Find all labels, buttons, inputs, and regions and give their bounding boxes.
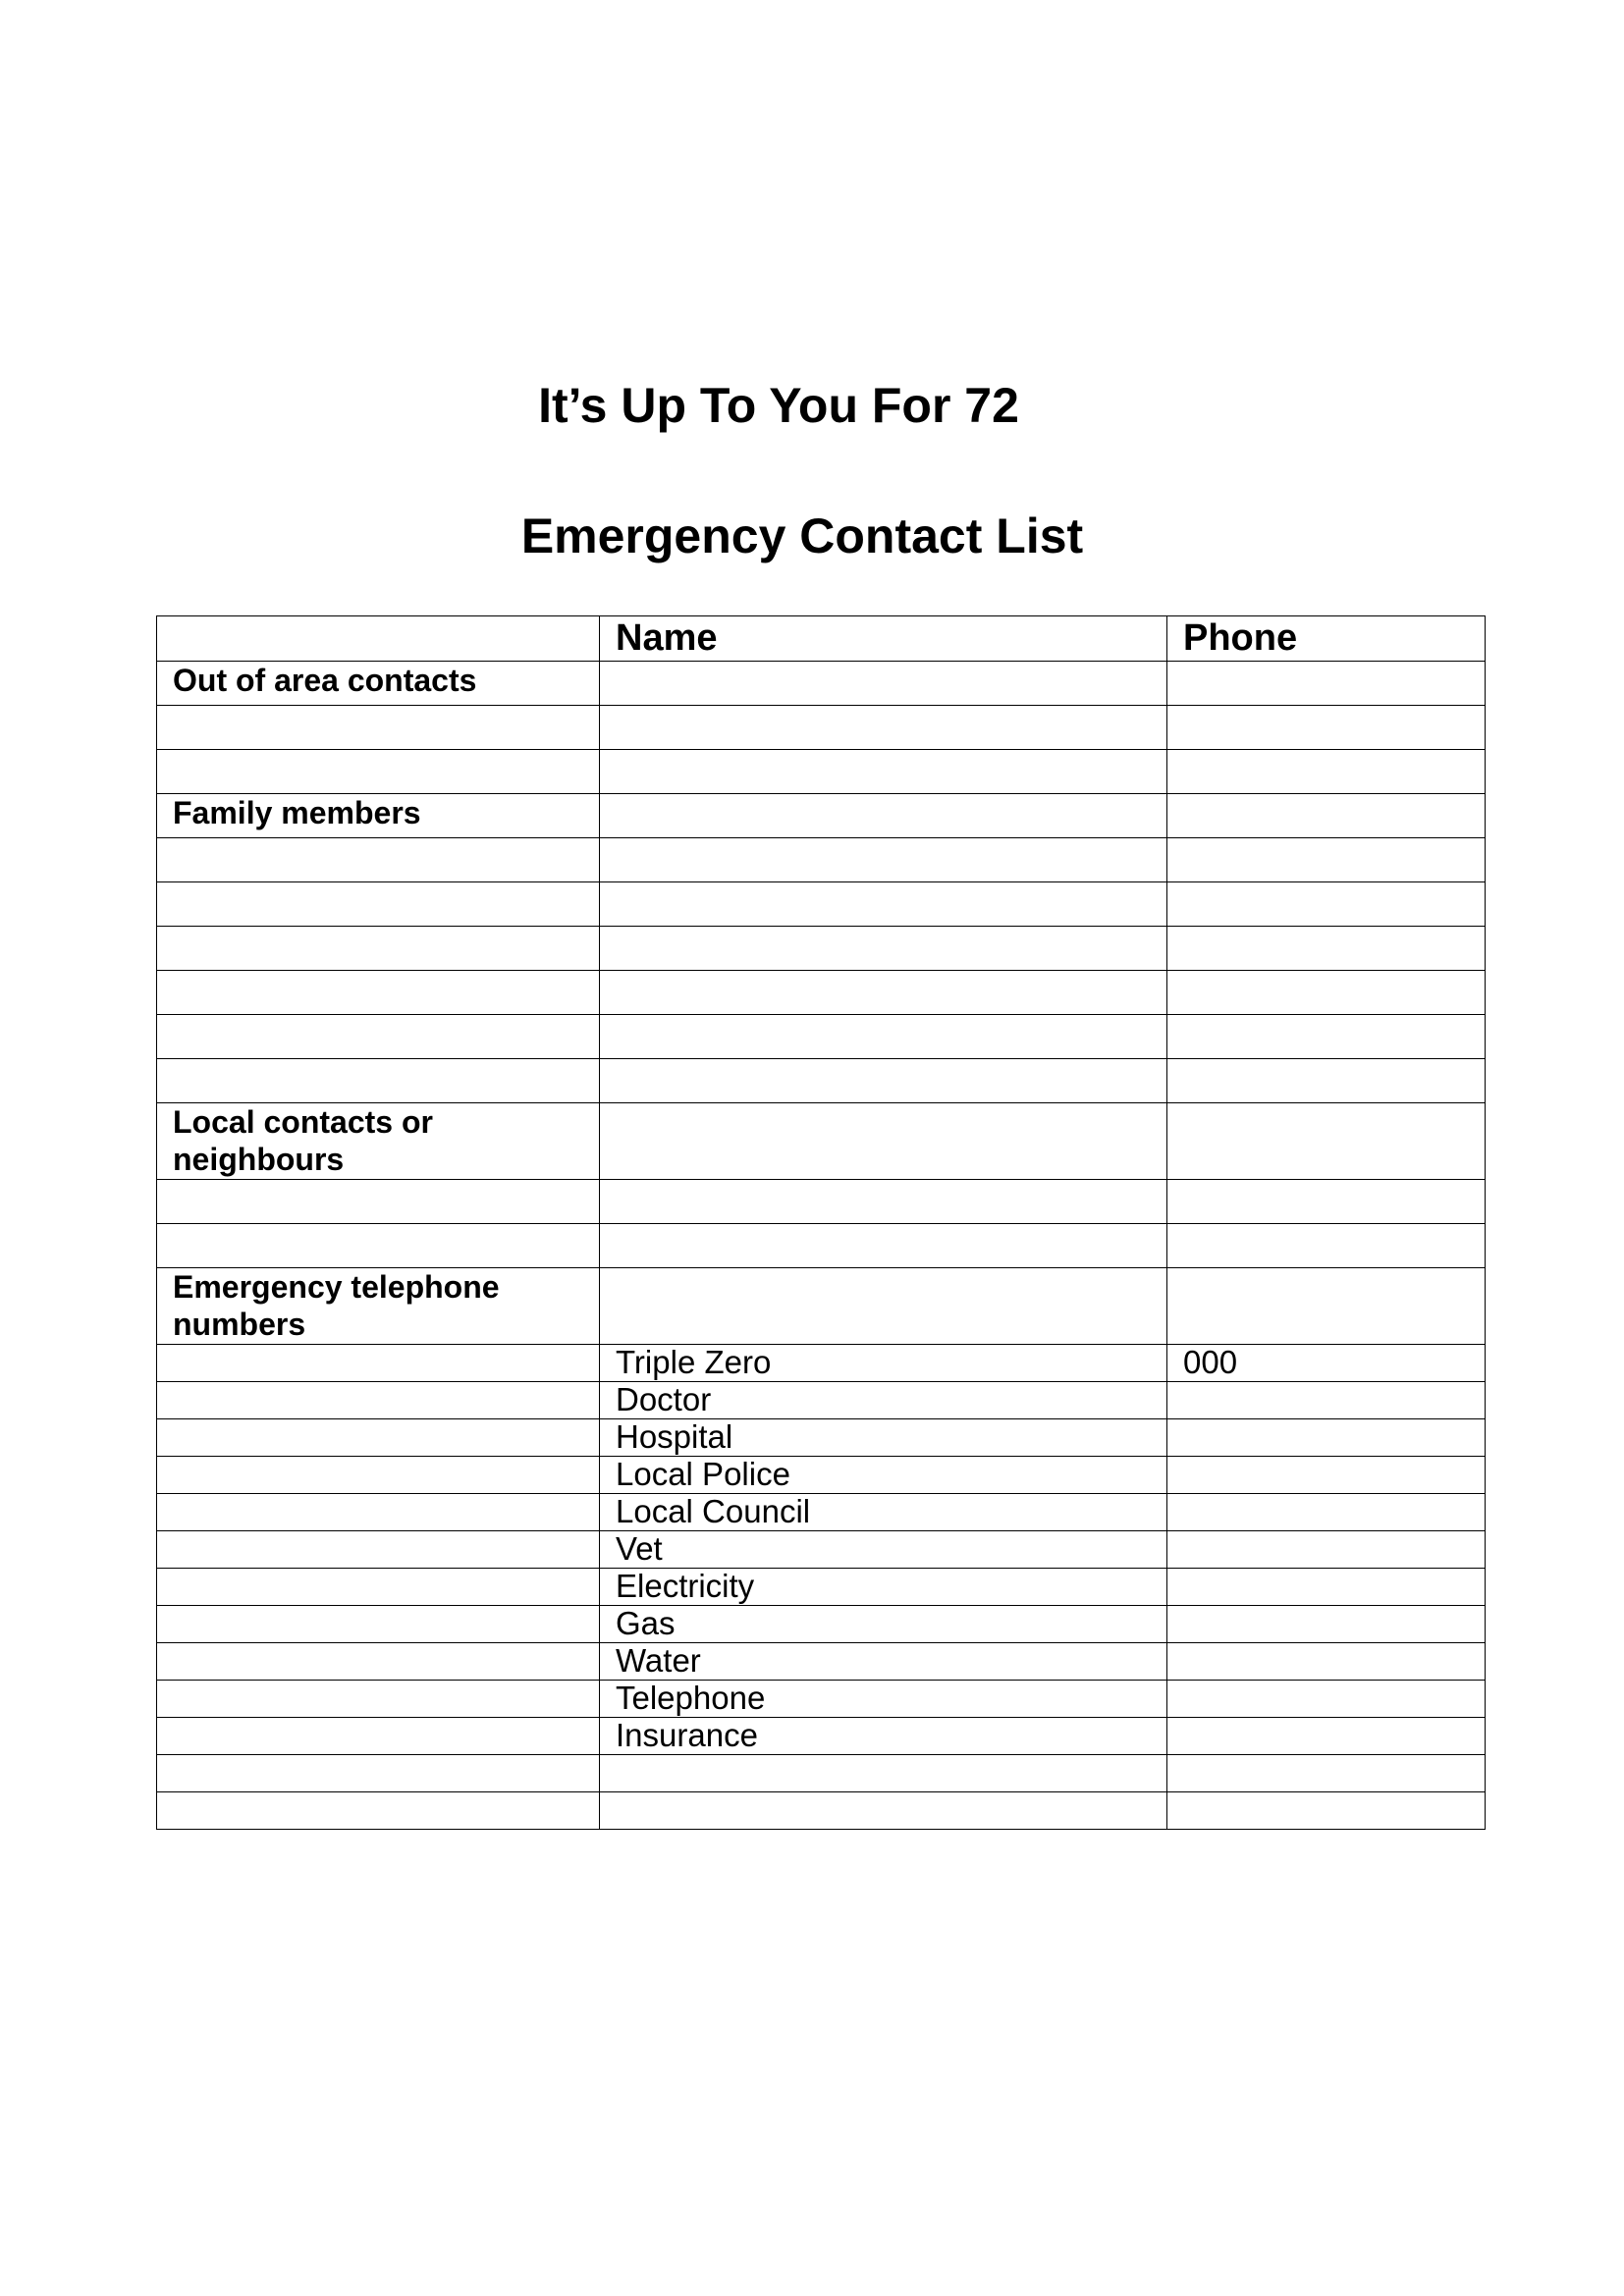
phone-cell[interactable] (1167, 706, 1486, 750)
category-cell (157, 1569, 600, 1606)
table-row (157, 1681, 1486, 1718)
table-header-row (157, 616, 1486, 662)
service-phone[interactable] (1167, 1531, 1486, 1569)
phone-cell[interactable] (1167, 1755, 1486, 1792)
phone-cell[interactable] (1167, 927, 1486, 971)
name-cell[interactable] (600, 1792, 1167, 1830)
category-cell (157, 750, 600, 794)
service-name: Local Council (600, 1494, 1167, 1531)
table-row (157, 838, 1486, 882)
service-name: Electricity (600, 1569, 1167, 1606)
service-name: Doctor (600, 1382, 1167, 1419)
table-row (157, 662, 1486, 706)
service-name: Vet (600, 1531, 1167, 1569)
table-row (157, 1419, 1486, 1457)
table-row (157, 1606, 1486, 1643)
phone-cell[interactable] (1167, 882, 1486, 927)
service-name: Triple Zero (600, 1345, 1167, 1382)
page-subtitle: Emergency Contact List (520, 508, 1084, 563)
phone-cell[interactable] (1167, 1103, 1486, 1180)
phone-cell[interactable] (1167, 1059, 1486, 1103)
service-phone[interactable] (1167, 1419, 1486, 1457)
table-row (157, 1494, 1486, 1531)
phone-cell[interactable] (1167, 1015, 1486, 1059)
service-name: Local Police (600, 1457, 1167, 1494)
table-row (157, 1015, 1486, 1059)
name-cell[interactable] (600, 1224, 1167, 1268)
table-row (157, 1103, 1486, 1180)
service-phone[interactable] (1167, 1457, 1486, 1494)
service-name: Water (600, 1643, 1167, 1681)
category-cell (157, 1494, 600, 1531)
table-row (157, 882, 1486, 927)
name-cell[interactable] (600, 882, 1167, 927)
category-cell (157, 1457, 600, 1494)
table-row (157, 1345, 1486, 1382)
table-row (157, 1059, 1486, 1103)
service-name: Hospital (600, 1419, 1167, 1457)
name-cell[interactable] (600, 971, 1167, 1015)
table-row (157, 794, 1486, 838)
name-cell[interactable] (600, 1059, 1167, 1103)
category-cell (157, 1718, 600, 1755)
table-row (157, 1382, 1486, 1419)
category-cell (157, 1180, 600, 1224)
table-row (157, 1268, 1486, 1345)
phone-cell[interactable] (1167, 750, 1486, 794)
service-phone[interactable] (1167, 1382, 1486, 1419)
table-row (157, 706, 1486, 750)
category-cell (157, 1419, 600, 1457)
name-cell[interactable] (600, 794, 1167, 838)
category-cell (157, 1681, 600, 1718)
table-row (157, 1792, 1486, 1830)
header-phone: Phone (1167, 616, 1486, 662)
phone-cell[interactable] (1167, 1792, 1486, 1830)
phone-cell[interactable] (1167, 1268, 1486, 1345)
name-cell[interactable] (600, 1268, 1167, 1345)
service-phone[interactable] (1167, 1569, 1486, 1606)
phone-cell[interactable] (1167, 1224, 1486, 1268)
category-cell (157, 1643, 600, 1681)
table-row (157, 927, 1486, 971)
category-cell (157, 1755, 600, 1792)
table-row (157, 1531, 1486, 1569)
name-cell[interactable] (600, 750, 1167, 794)
service-name: Telephone (600, 1681, 1167, 1718)
category-cell (157, 706, 600, 750)
category-cell (157, 1606, 600, 1643)
category-cell (157, 1015, 600, 1059)
phone-cell[interactable] (1167, 971, 1486, 1015)
service-phone[interactable] (1167, 1681, 1486, 1718)
table-row (157, 750, 1486, 794)
emergency-contact-table (156, 615, 1486, 1830)
service-phone[interactable] (1167, 1494, 1486, 1531)
service-phone[interactable] (1167, 1643, 1486, 1681)
category-cell (157, 1059, 600, 1103)
table-row (157, 1569, 1486, 1606)
service-phone[interactable]: 000 (1167, 1345, 1486, 1382)
name-cell[interactable] (600, 838, 1167, 882)
page-title: It’s Up To You For 72 (538, 378, 1019, 433)
section-label-out-of-area: Out of area contacts (157, 662, 600, 706)
service-phone[interactable] (1167, 1606, 1486, 1643)
category-cell (157, 1792, 600, 1830)
table-row (157, 1457, 1486, 1494)
category-cell (157, 927, 600, 971)
phone-cell[interactable] (1167, 794, 1486, 838)
name-cell[interactable] (600, 662, 1167, 706)
category-cell (157, 882, 600, 927)
table-row (157, 971, 1486, 1015)
table-row (157, 1755, 1486, 1792)
category-cell (157, 1345, 600, 1382)
table-row (157, 1180, 1486, 1224)
service-name: Gas (600, 1606, 1167, 1643)
category-cell (157, 971, 600, 1015)
category-cell (157, 1224, 600, 1268)
phone-cell[interactable] (1167, 838, 1486, 882)
table-row (157, 1643, 1486, 1681)
table-row (157, 1224, 1486, 1268)
header-name: Name (600, 616, 1167, 662)
name-cell[interactable] (600, 927, 1167, 971)
category-cell (157, 838, 600, 882)
section-label-emergency: Emergency telephone numbers (157, 1268, 600, 1345)
name-cell[interactable] (600, 1103, 1167, 1180)
name-cell[interactable] (600, 706, 1167, 750)
table-row (157, 1718, 1486, 1755)
service-phone[interactable] (1167, 1718, 1486, 1755)
phone-cell[interactable] (1167, 1180, 1486, 1224)
name-cell[interactable] (600, 1755, 1167, 1792)
phone-cell[interactable] (1167, 662, 1486, 706)
name-cell[interactable] (600, 1015, 1167, 1059)
category-cell (157, 1531, 600, 1569)
section-label-local: Local contacts or neighbours (157, 1103, 600, 1180)
service-name: Insurance (600, 1718, 1167, 1755)
section-label-family: Family members (157, 794, 600, 838)
category-cell (157, 1382, 600, 1419)
name-cell[interactable] (600, 1180, 1167, 1224)
header-category-cell (157, 616, 600, 662)
